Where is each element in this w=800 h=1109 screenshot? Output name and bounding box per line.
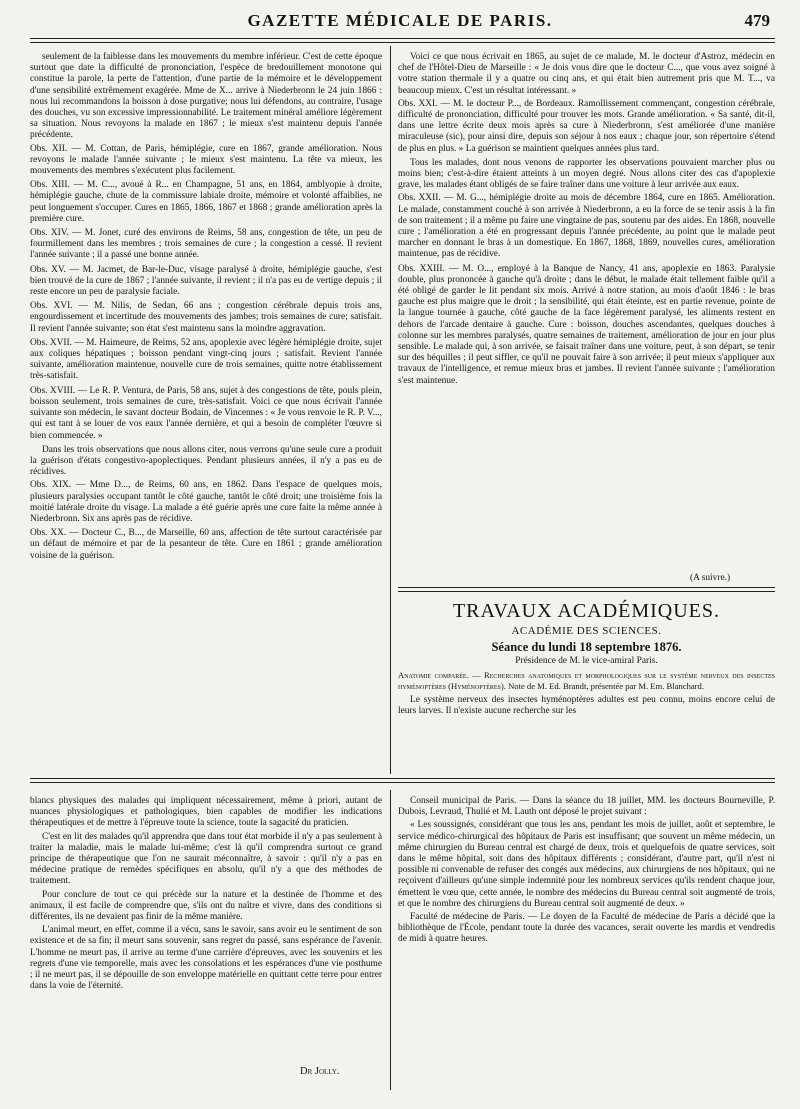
header-rule-bottom: [30, 42, 775, 43]
paragraph: L'animal meurt, en effet, comme il a vécu, sans le savoir, sans avoir eu le sentiment de son existence et de sa fin; il meurt sans souvenir, sans regret du passé, sans espérance de l'avenir. L'homme ne meurt pas, il arrive au terme d'une carrière d'épreuves, avec les souvenirs et les regrets d'une vie temporelle, mais avec les consolations et les espérances d'une vie posthume ; il ne meurt pas, il se dépouille de son enveloppe matérielle en quittant cette terre pour entrer dans la voie de l'éternité.: [30, 925, 382, 992]
observation-xiii: Obs. XIII. — M. C..., avoué à R... en Champagne, 51 ans, en 1864, amblyopie à droite, hémiplégie gauche, chute de la commissure labiale droite, mémoire et volonté affaiblies, ne peut longuement s'occuper. Cures en 1865, 1866, 1867 et 1868 ; grande amélioration après la première cure.: [30, 180, 382, 224]
section-title: TRAVAUX ACADÉMIQUES.: [452, 600, 721, 622]
observation-xix: Obs. XIX. — Mme D..., de Reims, 60 ans, en 1862. Dans l'espace de quelques mois, plusieurs paralysies occupant tantôt le côté gauche, tantôt le côté droit; une troisième fois la moitié latérale droite du visage. La malade a été guérie après une cure faite la même année à Niederbronn. Six ans après pas de récidive.: [30, 480, 382, 524]
author-signature: Dr Jolly.: [300, 1066, 340, 1077]
conseil-municipal-paragraph: Conseil municipal de Paris. — Dans la séance du 18 juillet, MM. les docteurs Bourneville, P. Dubois, Levraud, Thulié et M. Lauth ont déposé le projet suivant :: [398, 796, 775, 818]
page-header: [30, 8, 770, 34]
paragraph: Dans les trois observations que nous allons citer, nous verrons qu'une seule cure a produit la guérison d'états congestivo-apoplectiques. Pendant plusieurs années, il n'y a pas eu de récidives.: [30, 444, 382, 478]
observation-xv: Obs. XV. — M. Jacmet, de Bar-le-Duc, visage paralysé à droite, hémiplégie gauche, s'est bien trouvé de la cure de 1867 ; l'année suivante, il revient ; il n'a pas eu de vertige depuis ; il reste encore un peu de paralysie faciale.: [30, 264, 382, 298]
anatomie-attribution: Note de M. Ed. Brandt, présentée par M. Em. Blanchard.: [508, 680, 704, 691]
observation-xxiii: Obs. XXIII. — M. O..., employé à la Banque de Nancy, 41 ans, apoplexie en 1863. Paralysie double, plus prononcée à gauche qu'à droite ; dans le début, le malade était tellement faible qu'il a été obligé de garder le lit pendant six mois. Arrivé à notre station, au mois d'août 1846 : le bras gauche est plus maigre que le droit ; la sensibilité, qui était éteinte, est en partie revenue, pointe de la langue tournée à gauche, côté gauche de la face légèrement paralysé, les aliments restent en dehors de l'arcade dentaire à gauche. Cure : boisson, douches ascendantes, quelques douches à colonne sur les membres paralysés, quatre semaines de traitement, amélioration de jour en jour plus sensible. Le malade qui, à son arrivée, se faisait traîner dans une voiture, peut, à son départ, se tenir sur des béquilles ; il peut siffler, ce qu'il ne pouvait faire à son arrivée; il peut mieux s'appliquer aux travaux de l'intelligence, et remue mieux bras et jambes. Il revient l'année suivante ; l'amélioration s'est maintenue.: [398, 263, 775, 386]
page-title: GAZETTE MÉDICALE DE PARIS.: [247, 11, 553, 30]
observation-xxii: Obs. XXII. — M. G..., hémiplégie droite au mois de décembre 1864, cure en 1865. Amélioration. Le malade, constamment couché à son arrivée à Niederbronn, a eu la force de se tenir assis à la fin de son traitement ; il a même pu faire une vingtaine de pas, soutenu par des aides. En 1868, nouvelle cure ; l'amélioration a été en progressant depuis l'année précédente, au point que le malade peut marcher en donnant le bras à un domestique. En 1867, 1868, 1869, nouvelles cures, amélioration maintenue, pas de récidive.: [398, 193, 775, 260]
academie-heading: ACADÉMIE DES SCIENCES.: [511, 625, 662, 637]
observation-xviii: Obs. XVIII. — Le R. P. Ventura, de Paris, 58 ans, sujet à des congestions de tête, pouls plein, boisson seulement, trois semaines de cure, très-satisfait. Voici ce que nous écrivait l'année suivante son médecin, le savant docteur Bodain, de Vincennes : « Je vous renvoie le R. P. V..., qui est tant à se louer de vos eaux l'année dernière, et qui a besoin de compléter l'œuvre si bien commencée. »: [30, 385, 382, 441]
paragraph: C'est en lit des malades qu'il apprendra que dans tout état morbide il n'y a pas seulement à traiter la maladie, mais le malade lui-même; c'est là qu'il comprendra surtout ce grand principe de thérapeutique que l'on ne saurait méconnaître, à savoir : qu'il n'y a pas en médecine pratique de remèdes spécifiques en absolu, qu'il n'y a que des méthodes de traitement.: [30, 831, 382, 887]
paragraph: seulement de la faiblesse dans les mouvements du membre inférieur. C'est de cette époque surtout que date la difficulté de prononciation, l'espèce de bredouillement monotone qui constitue la parole, la perte de l'attention, d'une partie de la mémoire et le développement d'une sensibilité extrêmement exagérée. Mme de X... arrive à Niederbronn le 24 juin 1866 : nous lui recommandons la boisson à dose purgative; nous lui défendons, au contraire, l'usage des douches, vu son excessive impressionnabilité. Le traitement minéral améliore légèrement sa situation. Nous revoyons la malade en 1867 ; le mieux s'est maintenu depuis l'année précédente.: [30, 52, 382, 141]
paragraph: « Les soussignés, considérant que tous les ans, pendant les mois de juillet, août et septembre, le service médico-chirurgical des hôpitaux de Paris est insuffisant; que souvent un même médecin, un même chirurgien du Bureau central est chargé de deux, trois et quelquefois de quatre services, soit dans le même hôpital, soit dans des hôpitaux différents ; considérant, d'autre part, qu'il n'est ni possible ni convenable de refuser des congés aux médecins, aux chirurgiens de nos hôpitaux, qui ne reçoivent d'ailleurs qu'une simple indemnité pour les nombreux services qu'ils rendent chaque jour, émettent le vœu que, cette année, le nombre des médecins du Bureau central soit augmenté de trois, et que le nombre des chirurgiens du Bureau central soit augmenté de deux. »: [398, 820, 775, 909]
observation-xvii: Obs. XVII. — M. Haimeure, de Reims, 52 ans, apoplexie avec légère hémiplégie droite, sujet aux coliques hépatiques ; boisson pendant vingt-cinq jours ; satisfait. Revient l'année suivante, amélioration maintenue, nouvelle cure de trois semaines, quitte notre établissement très-satisfait.: [30, 337, 382, 382]
observation-xxi: Obs. XXI. — M. le docteur P..., de Bordeaux. Ramollissement commençant, congestion cérébrale, difficulté de prononciation, difficulté pour trouver les mots. Grande amélioration. « Sa santé, dit-il, dans une lettre écrite deux mois après sa cure à Niederbronn, s'est améliorée d'une manière miraculeuse (sic), pour ainsi dire, depuis son séjour à nos eaux ; chaque jour, son répertoire s'étend de plus en plus. » La guérison se maintient quelques années plus tard.: [398, 98, 775, 154]
column-divider-bottom: [390, 790, 391, 1090]
paragraph: blancs physiques des malades qui impliquent nécessairement, même à priori, autant de nuances physiologiques et pathologiques, bien capables de modifier les indications thérapeutiques et de mettre à l'épreuve toute la science, toute la sagacité du praticien.: [30, 796, 382, 829]
news-column-right: [398, 796, 775, 1086]
paragraph: Le système nerveux des insectes hyménoptères adultes est peu connu, moins encore celui de leurs larves. Il n'existe aucune recherche sur les: [398, 695, 775, 717]
feuilleton-rule-2: [30, 782, 775, 783]
section-rule-2: [398, 591, 775, 592]
anatomie-heading: Anatomie comparée. — Recherches anatomiques et morphologiques sur le système nerveux des insectes hyménoptères (Hyménoptères).: [398, 670, 775, 691]
anatomie-note: [398, 670, 775, 691]
to-be-continued: (A suivre.): [690, 573, 731, 583]
observation-xvi: Obs. XVI. — M. Nilis, de Sedan, 66 ans ; congestion cérébrale depuis trois ans, engourdissement et incertitude des mouvements des jambes; trois semaines de cure; satisfait. Il revient l'année suivante; son état s'est maintenu sans la moindre aggravation.: [30, 301, 382, 334]
paragraph: Tous les malades, dont nous venons de rapporter les observations pouvaient marcher plus ou moins bien; c'est-à-dire étaient atteints à un moyen degré. Nous allons citer des cas d'apoplexie grave, les malades étant obligés de se faire traîner dans une voiture à leur arrivée aux eaux.: [398, 157, 775, 191]
travaux-academiques-section: [398, 598, 775, 770]
article-column-top-left: [30, 52, 382, 770]
observation-xiv: Obs. XIV. — M. Jonet, curé des environs de Reims, 58 ans, congestion de tête, un peu de fourmillement dans les membres ; trois semaines de cure ; la congestion a cessé. Il revient l'année suivante ; il a passé une bonne année.: [30, 228, 382, 261]
column-divider-top: [390, 46, 391, 774]
article-column-top-right: [398, 52, 775, 582]
observation-xii: Obs. XII. — M. Cottan, de Paris, hémiplégie, cure en 1867, grande amélioration. Nous revoyons le malade l'année suivante ; le mieux s'est maintenu. La tête va mieux, les mouvements des membres s'exécutent plus facilement.: [30, 143, 382, 177]
feuilleton-column-left: [30, 796, 382, 1086]
presidence-line: Présidence de M. le vice-amiral Paris.: [515, 656, 658, 666]
feuilleton-rule-1: [30, 778, 775, 779]
paragraph: Voici ce que nous écrivait en 1865, au sujet de ce malade, M. le docteur d'Astroz, médecin en chef de l'Hôtel-Dieu de Marseille : « Je dois vous dire que le docteur C..., que vous avez soigné à votre station thermale il y a quatre ou cinq ans, et qui était bien autrement pris que M. T..., va beaucoup mieux. C'est un résultat intéressant. »: [398, 52, 775, 96]
faculte-paragraph: Faculté de médecine de Paris. — Le doyen de la Faculté de médecine de Paris a décidé que la bibliothèque de l'École, pendant toute la durée des vacances, serait ouverte les mardis et vendredis de midi à quatre heures.: [398, 912, 775, 945]
section-rule-1: [398, 587, 775, 588]
seance-heading: Séance du lundi 18 septembre 1876.: [491, 640, 682, 654]
observation-xx: Obs. XX. — Docteur C., B..., de Marseille, 60 ans, affection de tête surtout caractérisée par un défaut de mémoire et par de la pesanteur de tête. Cure en 1861 ; grande amélioration voisine de la guérison.: [30, 528, 382, 561]
header-rule-top: [30, 38, 775, 39]
page-number: 479: [744, 11, 770, 30]
paragraph: Pour conclure de tout ce qui précède sur la nature et la destinée de l'homme et des animaux, il est facile de comprendre que, s'ils ont du naître et vivre, dans des conditions si différentes, ils ne devaient pas finir de la même manière.: [30, 889, 382, 923]
